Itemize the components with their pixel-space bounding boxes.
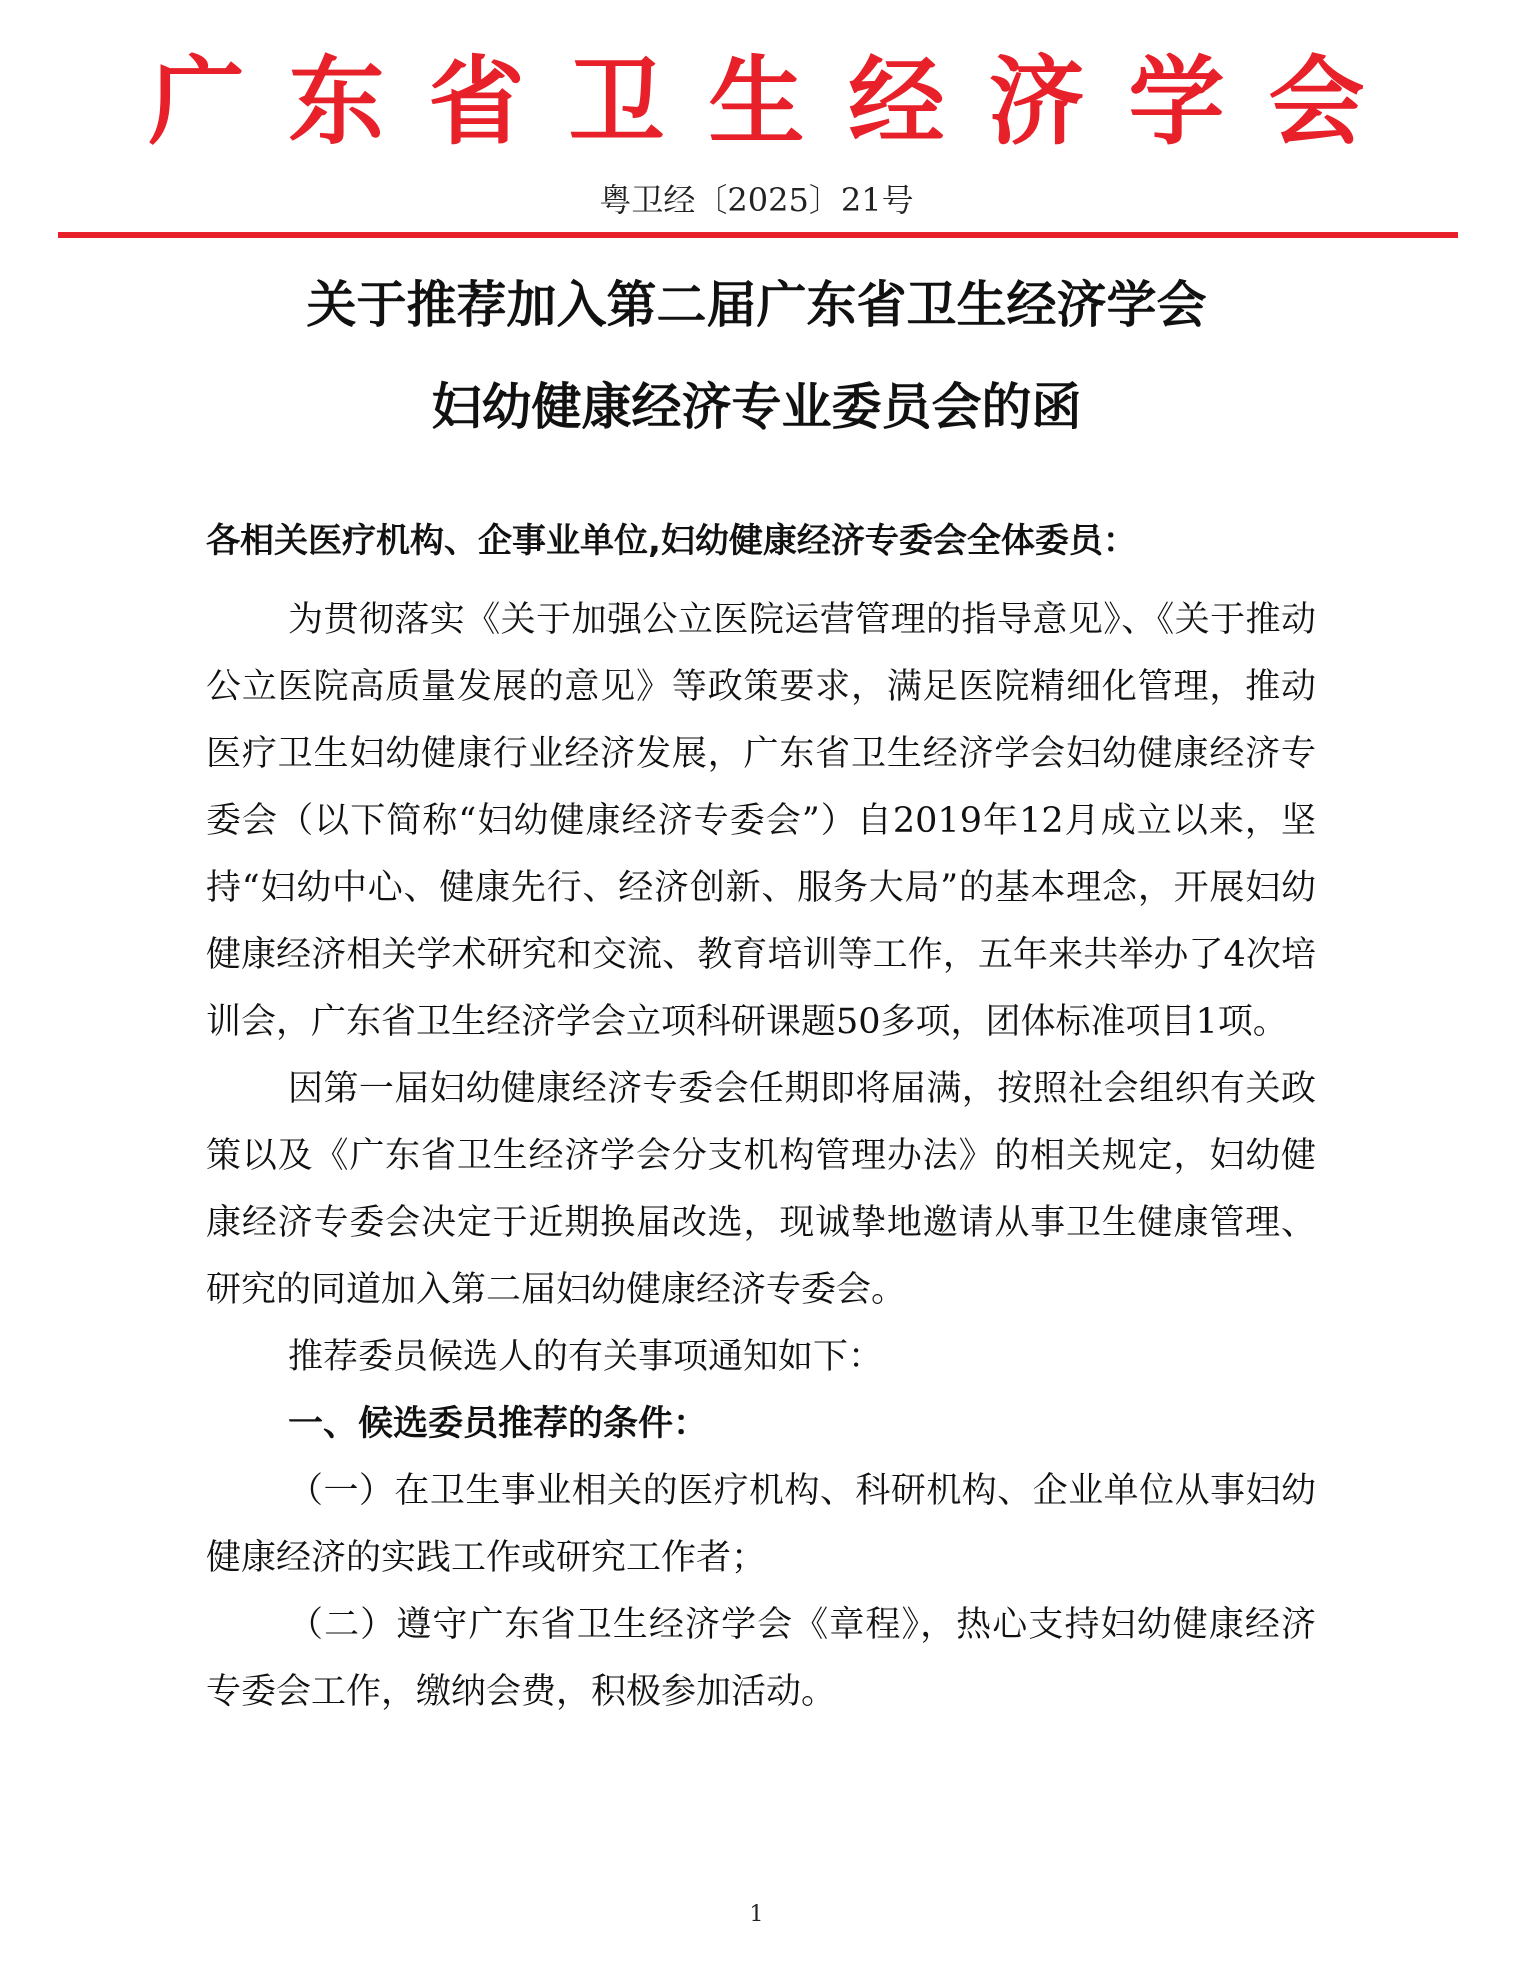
org-name-header: 广东省卫生经济学会: [148, 46, 1409, 158]
document-title-line-2: 妇幼健康经济专业委员会的函: [431, 378, 1082, 436]
document-body: [206, 520, 1316, 1726]
salutation: 各相关医疗机构、企事业单位,妇幼健康经济专委会全体委员：: [206, 521, 1137, 561]
section-heading: 一、候选委员推荐的条件：: [288, 1404, 709, 1444]
red-divider-line: [58, 232, 1458, 238]
document-number: 粤卫经〔2025〕21号: [599, 181, 914, 219]
condition-item: （二）遵守广东省卫生经济学会《章程》，热心支持妇幼健康经济专委会工作，缴纳会费，积极参加活动。: [206, 1605, 1316, 1712]
body-paragraph: 推荐委员候选人的有关事项通知如下：: [288, 1337, 884, 1377]
page-number: 1: [749, 1902, 764, 1927]
document-title-line-1: 关于推荐加入第二届广东省卫生经济学会: [306, 276, 1207, 334]
condition-item: （一）在卫生事业相关的医疗机构、科研机构、企业单位从事妇幼健康经济的实践工作或研究工作者；: [206, 1471, 1316, 1578]
body-paragraph: 因第一届妇幼健康经济专委会任期即将届满，按照社会组织有关政策以及《广东省卫生经济学会分支机构管理办法》的相关规定，妇幼健康经济专委会决定于近期换届改选，现诚挚地邀请从事卫生健康管理、研究的同道加入第二届妇幼健康经济专委会。: [206, 1069, 1316, 1310]
body-paragraph: 为贯彻落实《关于加强公立医院运营管理的指导意见》、《关于推动公立医院高质量发展的意见》等政策要求，满足医院精细化管理，推动医疗卫生妇幼健康行业经济发展，广东省卫生经济学会妇幼健康经济专委会（以下简称“妇幼健康经济专委会”）自2019年12月成立以来，坚持“妇幼中心、健康先行、经济创新、服务大局”的基本理念，开展妇幼健康经济相关学术研究和交流、教育培训等工作，五年来共举办了4次培训会，广东省卫生经济学会立项科研课题50多项，团体标准项目1项。: [206, 600, 1316, 1042]
